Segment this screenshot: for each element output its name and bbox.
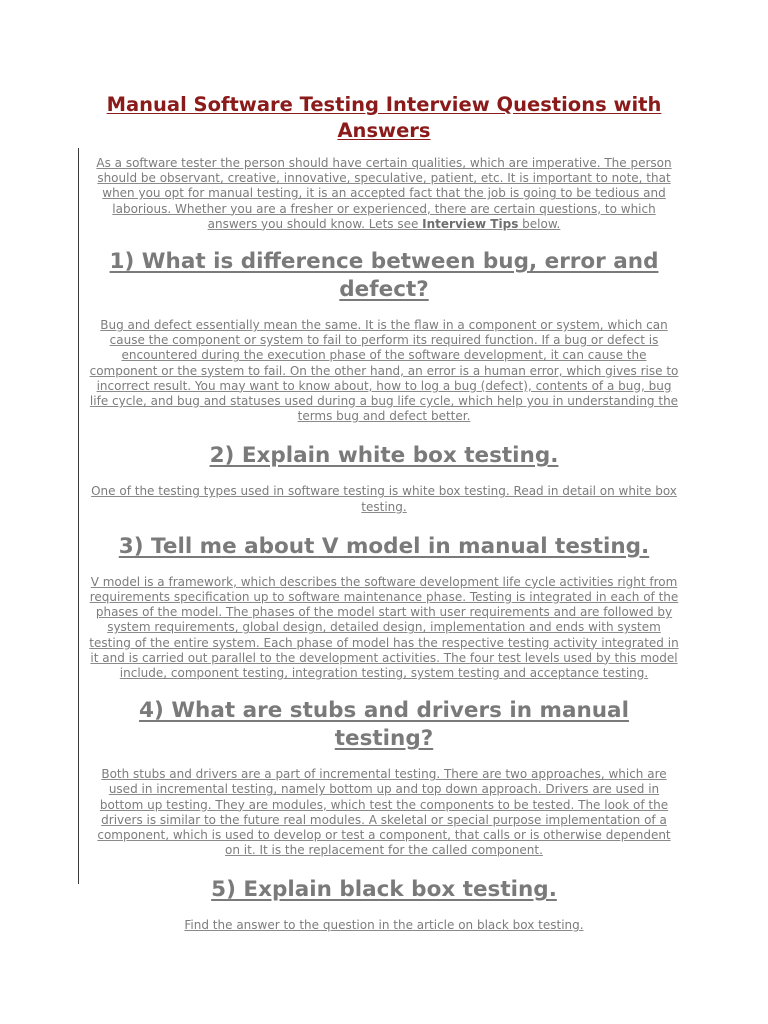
- section-2-body[interactable]: One of the testing types used in software testing is white box testing. Read in detail on white box testing.: [91, 484, 677, 514]
- section-1-heading: 1) What is difference between bug, error and defect?: [109, 249, 659, 303]
- section-4-body[interactable]: Both stubs and drivers are a part of incremental testing. There are two approaches, which are used in incremental testing, namely bottom up and top down approach. Drivers are used in bottom up testing. They are modules, which test the components to be tested. The look of the drivers is similar to the future real modules. A skeletal or special purpose implementation of a component, which is used to develop or test a component, that calls or is otherwise dependent on it. It is the replacement for the called component.: [97, 767, 671, 858]
- section-5-body[interactable]: Find the answer to the question in the article on black box testing.: [184, 918, 584, 933]
- section-3-heading: 3) Tell me about V model in manual testing.: [118, 533, 650, 559]
- intro-tail: below.: [518, 216, 561, 231]
- section-4-heading: 4) What are stubs and drivers in manual testing?: [139, 698, 629, 752]
- left-margin-rule: [78, 148, 79, 884]
- section-1-body[interactable]: Bug and defect essentially mean the same. It is the flaw in a component or system, which can cause the component or system to fail to perform its required function. If a bug or defect is encountered during the execution phase of the software development, it can cause the component or the system to fail. On the other hand, an error is a human error, which gives rise to incorrect result. You may want to know about, how to log a bug (defect), contents of a bug, bug life cycle, and bug and statuses used during a bug life cycle, which help you in understanding the terms bug and defect better.: [89, 318, 679, 424]
- section-5-heading: 5) Explain black box testing.: [211, 877, 557, 903]
- section-3-body[interactable]: V model is a framework, which describes the software development life cycle activities right from requirements specification up to software maintenance phase. Testing is integrated in each of the phases of the model. The phases of the model start with user requirements and are followed by system requirements, global design, detailed design, implementation and ends with system testing of the entire system. Each phase of model has the respective testing activity integrated in it and is carried out parallel to the development activities. The four test levels used by this model include, component testing, integration testing, system testing and acceptance testing.: [89, 574, 679, 681]
- document-title: Manual Software Testing Interview Questions with Answers: [106, 93, 662, 142]
- section-2-heading: 2) Explain white box testing.: [209, 443, 559, 469]
- interview-tips-link[interactable]: Interview Tips: [422, 216, 519, 231]
- intro-paragraph: [88, 156, 680, 232]
- document-page: [88, 92, 680, 934]
- intro-text: As a software tester the person should have certain qualities, which are imperative. The person should be observant, creative, innovative, speculative, patient, etc. It is important to note, that when you opt for manual testing, it is an accepted fact that the job is going to be tedious and laborious. Whether you are a fresher or experienced, there are certain questions, to which answers you should know. Lets see: [96, 156, 672, 231]
